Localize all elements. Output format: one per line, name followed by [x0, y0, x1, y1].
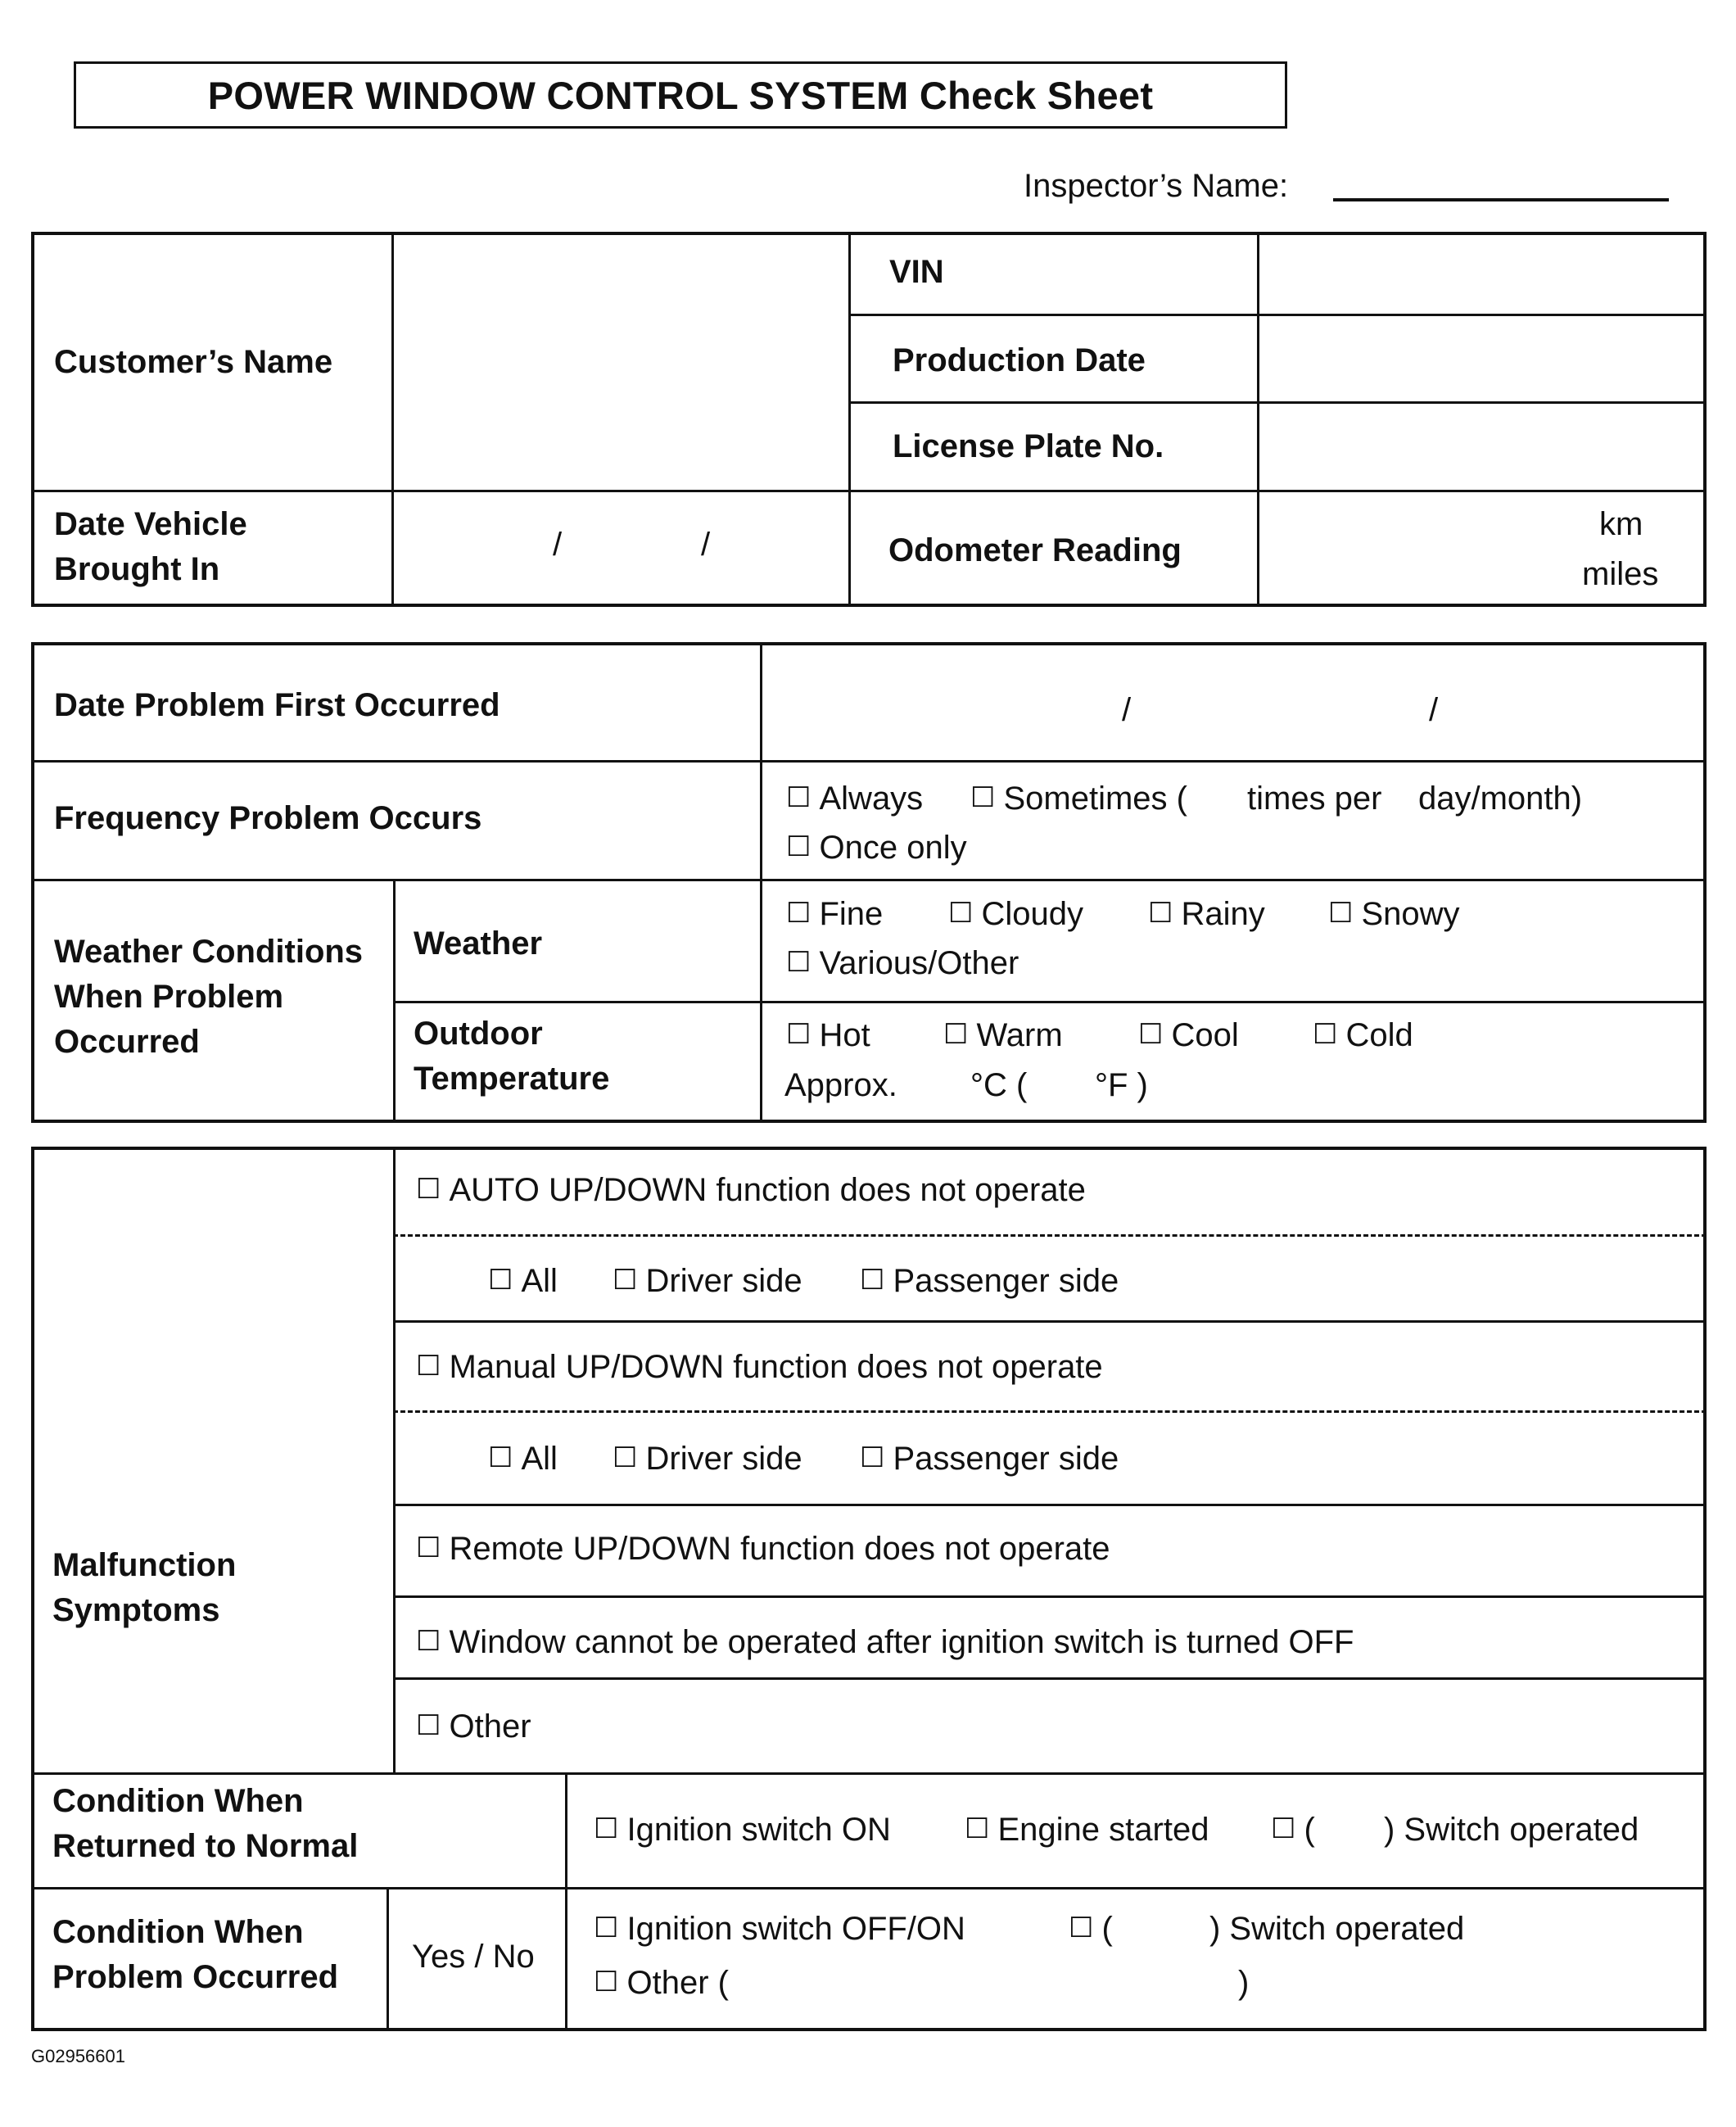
symptom-manual-updown[interactable]: ☐ Manual UP/DOWN function does not operate [416, 1349, 1103, 1385]
returned-engine-started[interactable]: ☐ Engine started [965, 1812, 1209, 1848]
temp-cold[interactable]: ☐ Cold [1313, 1017, 1413, 1053]
date-slash: / [553, 527, 563, 563]
condition-returned-normal-label: Condition When Returned to Normal [52, 1783, 359, 1864]
occurred-switch-operated[interactable]: ☐ ( [1069, 1911, 1113, 1947]
occurred-other[interactable]: ☐ Other ( [594, 1965, 729, 2001]
weather-cloudy[interactable]: ☐ Cloudy [948, 896, 1083, 932]
date-slash: / [1429, 692, 1439, 728]
returned-switch-operated[interactable]: ☐ ( [1271, 1812, 1315, 1848]
manual-all[interactable]: ☐ All [488, 1441, 558, 1477]
weather-snowy[interactable]: ☐ Snowy [1328, 896, 1460, 932]
license-plate-field[interactable] [1260, 405, 1702, 487]
date-slash: / [1122, 692, 1132, 728]
frequency-sometimes[interactable]: ☐ Sometimes ( [970, 781, 1187, 817]
customer-name-label: Customer’s Name [54, 344, 333, 380]
celsius-text: °C ( [970, 1067, 1028, 1103]
figure-code: G02956601 [31, 2046, 125, 2066]
odometer-unit-miles: miles [1582, 556, 1659, 592]
inspector-name-label: Inspector’s Name: [1024, 168, 1289, 204]
vin-field[interactable] [1260, 235, 1702, 312]
temp-cool[interactable]: ☐ Cool [1138, 1017, 1239, 1053]
weather-various[interactable]: ☐ Various/Other [786, 945, 1019, 981]
symptom-other[interactable]: ☐ Other [416, 1708, 531, 1745]
frequency-once-only[interactable]: ☐ Once only [786, 830, 967, 866]
fahrenheit-text: °F ) [1095, 1067, 1148, 1103]
times-per-text: times per [1247, 781, 1382, 817]
other-close-paren: ) [1238, 1965, 1250, 2001]
production-date-field[interactable] [1260, 317, 1702, 400]
manual-driver-side[interactable]: ☐ Driver side [613, 1441, 802, 1477]
manual-passenger-side[interactable]: ☐ Passenger side [860, 1441, 1119, 1477]
symptom-auto-updown[interactable]: ☐ AUTO UP/DOWN function does not operate [416, 1172, 1086, 1208]
auto-all[interactable]: ☐ All [488, 1263, 558, 1299]
frequency-label: Frequency Problem Occurs [54, 800, 482, 836]
weather-label: Weather [414, 925, 543, 962]
symptom-remote-updown[interactable]: ☐ Remote UP/DOWN function does not operate [416, 1531, 1110, 1567]
outdoor-temperature-label: Outdoor Temperature [414, 1016, 610, 1097]
malfunction-symptoms-label: Malfunction Symptoms [52, 1547, 237, 1628]
yes-no-selector[interactable]: Yes / No [412, 1939, 535, 1975]
customer-name-field[interactable] [395, 235, 845, 487]
auto-driver-side[interactable]: ☐ Driver side [613, 1263, 802, 1299]
date-slash: / [701, 527, 711, 563]
odometer-label: Odometer Reading [888, 532, 1182, 568]
odometer-unit-km: km [1599, 506, 1643, 542]
license-plate-label: License Plate No. [893, 428, 1164, 464]
symptom-ignition-off[interactable]: ☐ Window cannot be operated after ignition switch is turned OFF [416, 1624, 1354, 1660]
weather-conditions-label: Weather Conditions When Problem Occurred [54, 934, 364, 1060]
condition-problem-occurred-label: Condition When Problem Occurred [52, 1914, 339, 1995]
day-month-text: day/month) [1418, 781, 1583, 817]
switch-operated-text: ) Switch operated [1384, 1812, 1639, 1848]
weather-fine[interactable]: ☐ Fine [786, 896, 884, 932]
date-brought-in-label: Date Vehicle Brought In [54, 506, 247, 587]
temp-hot[interactable]: ☐ Hot [786, 1017, 870, 1053]
auto-passenger-side[interactable]: ☐ Passenger side [860, 1263, 1119, 1299]
approx-text: Approx. [784, 1067, 897, 1103]
inspector-name-field[interactable] [1333, 198, 1669, 201]
production-date-label: Production Date [893, 342, 1146, 378]
returned-ignition-on[interactable]: ☐ Ignition switch ON [594, 1812, 891, 1848]
vin-label: VIN [889, 254, 944, 290]
weather-rainy[interactable]: ☐ Rainy [1148, 896, 1265, 932]
occurred-ignition-off-on[interactable]: ☐ Ignition switch OFF/ON [594, 1911, 965, 1947]
switch-operated-text: ) Switch operated [1209, 1911, 1465, 1947]
page-title: POWER WINDOW CONTROL SYSTEM Check Sheet [74, 61, 1287, 129]
temp-warm[interactable]: ☐ Warm [943, 1017, 1063, 1053]
date-first-occurred-label: Date Problem First Occurred [54, 687, 500, 723]
frequency-always[interactable]: ☐ Always [786, 781, 924, 817]
